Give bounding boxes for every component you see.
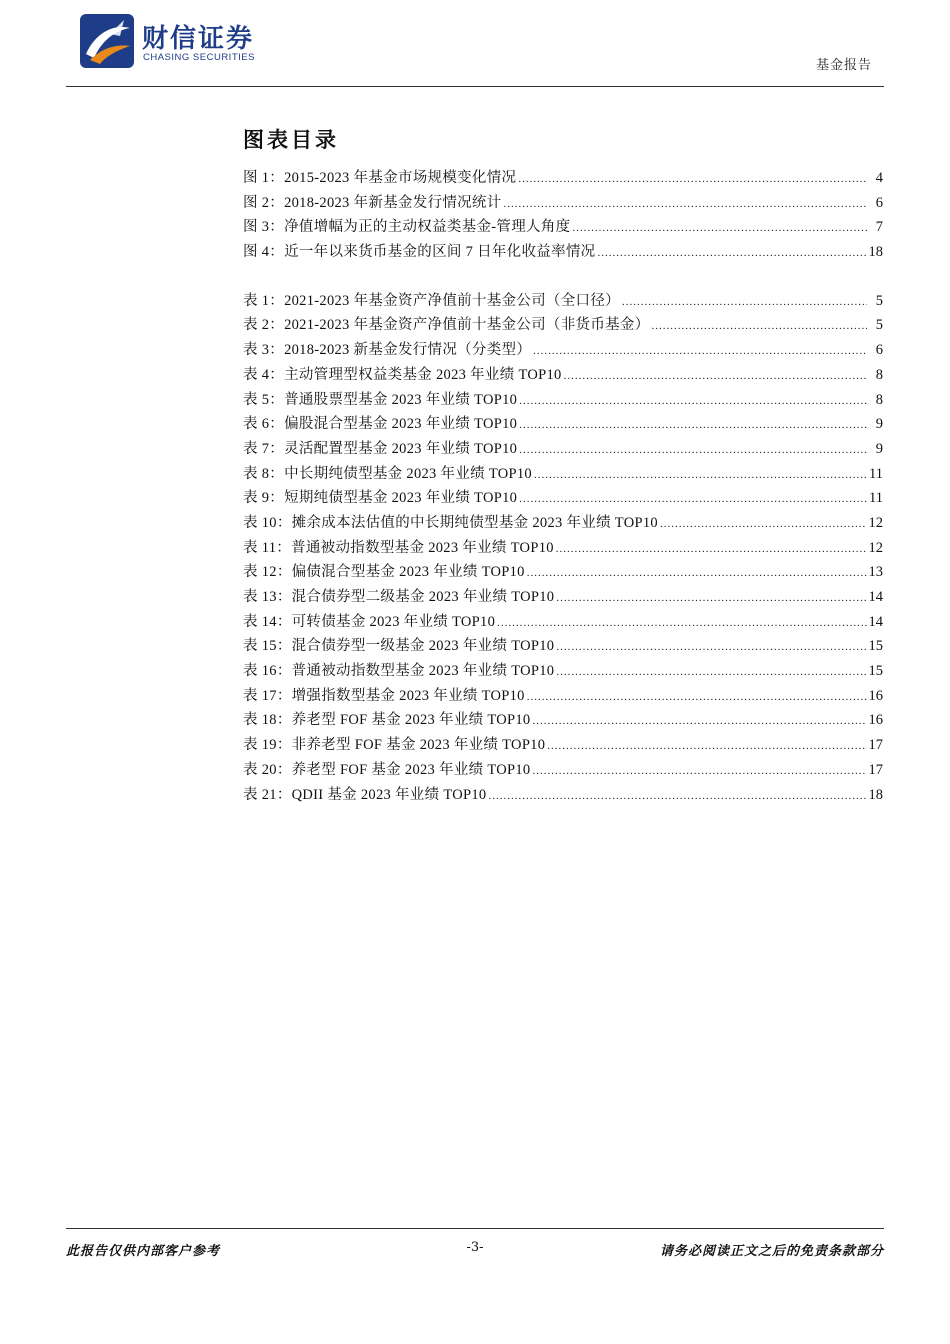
toc-entry-page: 8	[875, 391, 883, 408]
toc-dot-leader	[622, 296, 867, 308]
toc-entry-page: 14	[868, 589, 883, 605]
toc-entry-label: 表 1：2021-2023 年基金资产净值前十基金公司（全口径）	[243, 292, 620, 309]
toc-table-entry[interactable]	[243, 437, 883, 462]
toc-entry-page: 12	[868, 539, 883, 556]
toc-entry-label: 表 6：偏股混合型基金 2023 年业绩 TOP10	[243, 416, 518, 433]
header-divider	[66, 86, 884, 87]
toc-dot-leader	[527, 691, 867, 703]
toc-entry-label: 表 8：中长期纯债型基金 2023 年业绩 TOP10	[243, 465, 532, 482]
toc-dot-leader	[652, 320, 867, 332]
page-footer	[66, 1228, 884, 1268]
toc-table-entry[interactable]	[243, 486, 883, 511]
toc-entry-page: 4	[875, 170, 883, 186]
toc-entry-page: 16	[868, 712, 883, 729]
toc-dot-leader	[532, 765, 866, 777]
toc-entry-page: 8	[875, 366, 883, 383]
toc-table-entry[interactable]	[243, 758, 883, 783]
toc-entry-label: 表 13：混合债券型二级基金 2023 年业绩 TOP10	[243, 589, 555, 605]
toc-list	[243, 166, 883, 807]
toc-entry-label: 表 14：可转债基金 2023 年业绩 TOP10	[243, 613, 496, 630]
report-type-label: 基金报告	[815, 58, 872, 73]
toc-entry-page: 16	[868, 687, 883, 704]
toc-entry-page: 17	[868, 761, 883, 778]
toc-entry-label: 表 2：2021-2023 年基金资产净值前十基金公司（非货币基金）	[243, 317, 650, 334]
toc-dot-leader	[488, 790, 866, 802]
table-entries	[243, 289, 883, 807]
toc-entry-label: 表 21：QDII 基金 2023 年业绩 TOP10	[243, 786, 487, 803]
toc-dot-leader	[519, 395, 867, 407]
toc-figure-entry[interactable]	[243, 166, 883, 191]
toc-entry-page: 5	[875, 317, 883, 334]
toc-dot-leader	[519, 444, 867, 456]
toc-dot-leader	[572, 222, 867, 234]
footer-disclaimer-note: 请务必阅读正文之后的免责条款部分	[659, 1244, 884, 1259]
toc-entry-label: 表 15：混合债券型一级基金 2023 年业绩 TOP10	[243, 638, 555, 655]
company-logo-icon	[80, 14, 134, 68]
toc-figure-entry[interactable]	[243, 240, 883, 265]
toc-entry-label: 图 1：2015-2023 年基金市场规模变化情况	[243, 170, 517, 186]
toc-spacer	[243, 265, 883, 289]
toc-entry-label: 表 20：养老型 FOF 基金 2023 年业绩 TOP10	[243, 761, 531, 778]
toc-entry-label: 表 7：灵活配置型基金 2023 年业绩 TOP10	[243, 440, 518, 457]
toc-table-entry[interactable]	[243, 610, 883, 635]
page-header	[66, 0, 884, 88]
footer-audience-note: 此报告仅供内部客户参考	[66, 1244, 221, 1259]
toc-entry-page: 9	[875, 440, 883, 457]
toc-dot-leader	[504, 198, 867, 210]
toc-entry-label: 表 18：养老型 FOF 基金 2023 年业绩 TOP10	[243, 712, 531, 729]
toc-entry-page: 18	[868, 244, 883, 261]
toc-entry-label: 图 3：净值增幅为正的主动权益类基金-管理人角度	[243, 219, 571, 236]
footer-divider	[66, 1228, 884, 1229]
toc-dot-leader	[534, 469, 867, 481]
toc-dot-leader	[597, 247, 866, 259]
toc-dot-leader	[527, 567, 867, 579]
toc-dot-leader	[556, 666, 866, 678]
toc-dot-leader	[533, 345, 867, 357]
toc-table-entry[interactable]	[243, 289, 883, 314]
toc-entry-page: 15	[868, 638, 883, 655]
company-logo	[80, 14, 270, 72]
toc-dot-leader	[497, 617, 866, 629]
toc-entry-label: 表 9：短期纯债型基金 2023 年业绩 TOP10	[243, 490, 518, 507]
logo-chinese-name: 财信证券	[142, 24, 255, 54]
figure-entries	[243, 166, 883, 265]
toc-entry-page: 6	[875, 194, 883, 211]
toc-table-entry[interactable]	[243, 511, 883, 536]
toc-table-entry[interactable]	[243, 462, 883, 487]
toc-entry-page: 11	[869, 465, 883, 482]
toc-entry-page: 17	[868, 737, 883, 754]
toc-table-entry[interactable]	[243, 313, 883, 338]
toc-dot-leader	[547, 740, 866, 752]
toc-entry-label: 表 12：偏债混合型基金 2023 年业绩 TOP10	[243, 564, 525, 581]
toc-table-entry[interactable]	[243, 783, 883, 808]
toc-table-entry[interactable]	[243, 659, 883, 684]
toc-table-entry[interactable]	[243, 363, 883, 388]
toc-table-entry[interactable]	[243, 412, 883, 437]
toc-entry-page: 13	[868, 564, 883, 581]
toc-entry-label: 表 19：非养老型 FOF 基金 2023 年业绩 TOP10	[243, 737, 546, 754]
toc-dot-leader	[556, 543, 867, 555]
toc-table-entry[interactable]	[243, 634, 883, 659]
toc-figure-entry[interactable]	[243, 191, 883, 216]
toc-table-entry[interactable]	[243, 560, 883, 585]
toc-table-entry[interactable]	[243, 733, 883, 758]
toc-figure-entry[interactable]	[243, 215, 883, 240]
toc-entry-label: 表 17：增强指数型基金 2023 年业绩 TOP10	[243, 687, 525, 704]
toc-dot-leader	[556, 641, 866, 653]
toc-dot-leader	[532, 715, 866, 727]
toc-entry-page: 5	[875, 292, 883, 309]
toc-entry-label: 图 4：近一年以来货币基金的区间 7 日年化收益率情况	[243, 244, 596, 261]
toc-entry-label: 表 16：普通被动指数型基金 2023 年业绩 TOP10	[243, 663, 555, 680]
toc-entry-label: 表 5：普通股票型基金 2023 年业绩 TOP10	[243, 391, 518, 408]
toc-dot-leader	[518, 173, 867, 185]
toc-table-entry[interactable]	[243, 585, 883, 610]
toc-table-entry[interactable]	[243, 708, 883, 733]
toc-entry-page: 15	[868, 663, 883, 680]
toc-dot-leader	[660, 518, 867, 530]
toc-entry-page: 14	[868, 613, 883, 630]
toc-table-entry[interactable]	[243, 684, 883, 709]
toc-entry-page: 18	[868, 786, 883, 803]
toc-entry-page: 11	[869, 490, 883, 507]
toc-table-entry[interactable]	[243, 536, 883, 561]
toc-dot-leader	[556, 592, 866, 604]
toc-dot-leader	[519, 493, 867, 505]
page-number: -3-	[466, 1240, 484, 1255]
toc-table-entry[interactable]	[243, 338, 883, 363]
toc-table-entry[interactable]	[243, 388, 883, 413]
toc-entry-label: 表 10：摊余成本法估值的中长期纯债型基金 2023 年业绩 TOP10	[243, 514, 658, 531]
toc-dot-leader	[519, 419, 867, 431]
logo-english-name: CHASING SECURITIES	[143, 52, 255, 63]
toc-entry-label: 图 2：2018-2023 年新基金发行情况统计	[243, 194, 502, 211]
toc-entry-page: 12	[868, 514, 883, 531]
toc-entry-page: 9	[875, 416, 883, 433]
toc-title: 图表目录	[243, 128, 339, 152]
toc-entry-label: 表 4：主动管理型权益类基金 2023 年业绩 TOP10	[243, 366, 562, 383]
toc-entry-page: 6	[875, 342, 883, 359]
toc-dot-leader	[564, 370, 867, 382]
toc-entry-label: 表 3：2018-2023 新基金发行情况（分类型）	[243, 342, 532, 359]
toc-entry-page: 7	[875, 219, 883, 236]
toc-entry-label: 表 11：普通被动指数型基金 2023 年业绩 TOP10	[243, 539, 554, 556]
